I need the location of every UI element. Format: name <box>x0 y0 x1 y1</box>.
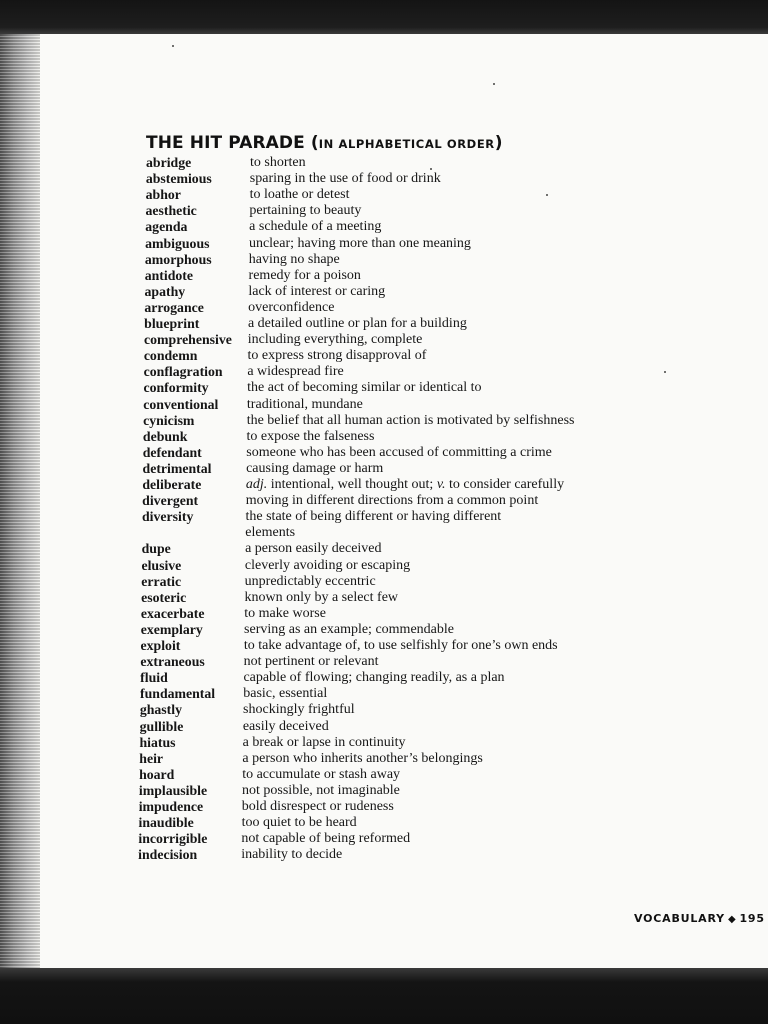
scan-top-edge <box>0 0 768 34</box>
vocab-word: abstemious <box>145 171 212 187</box>
vocab-word: agenda <box>145 219 188 235</box>
vocab-word: condemn <box>143 348 198 364</box>
vocab-word: abhor <box>145 187 181 203</box>
scan-bottom-edge <box>0 968 768 1024</box>
vocab-definition: pertaining to beauty <box>249 203 362 219</box>
vocab-definition: to accumulate or stash away <box>242 766 401 782</box>
footer-page-number: 195 <box>739 912 765 925</box>
vocab-definition: inability to decide <box>241 847 343 863</box>
vocab-definition: capable of flowing; changing readily, as a plan <box>243 670 505 686</box>
vocab-word: conflagration <box>143 364 223 380</box>
page-heading <box>146 133 503 153</box>
vocab-word: abridge <box>146 155 192 170</box>
definition-text: to consider carefully <box>449 477 565 492</box>
vocab-definition: to loathe or detest <box>249 187 350 203</box>
heading-close: ) <box>494 133 503 153</box>
vocab-word: impudence <box>138 799 204 814</box>
vocab-word: ambiguous <box>145 235 210 251</box>
vocab-word: hoard <box>139 766 175 782</box>
page-speck <box>430 168 432 170</box>
vocab-definition: having no shape <box>248 251 340 267</box>
vocab-word: gullible <box>139 718 184 734</box>
vocab-definition: remedy for a poison <box>248 267 361 283</box>
vocab-definition: not possible, not imaginable <box>242 782 400 798</box>
vocab-word: indecision <box>138 847 198 863</box>
vocab-definition: to expose the falseness <box>246 428 375 444</box>
vocab-word: elusive <box>141 557 182 573</box>
page-speck <box>546 194 548 196</box>
vocab-word: antidote <box>144 267 194 283</box>
vocab-word: apathy <box>144 283 186 299</box>
vocab-definition: unpredictably eccentric <box>244 573 376 589</box>
vocab-word: fluid <box>140 670 168 686</box>
page-speck <box>664 371 666 373</box>
vocab-definition: a break or lapse in continuity <box>242 734 406 750</box>
vocab-word: divergent <box>142 493 199 509</box>
vocab-definition: bold disrespect or rudeness <box>241 799 394 814</box>
heading-title: THE HIT PARADE ( <box>146 133 319 153</box>
vocab-word: exacerbate <box>140 605 205 621</box>
vocab-definition: easily deceived <box>242 718 329 734</box>
vocab-definition: a widespread fire <box>247 364 344 380</box>
vocab-word: defendant <box>142 444 202 460</box>
vocab-definition: to make worse <box>244 605 326 621</box>
vocab-word: blueprint <box>144 316 200 331</box>
vocab-definition: a person who inherits another’s belongings <box>242 750 483 766</box>
vocab-definition: including everything, complete <box>247 332 423 348</box>
vocab-definition: someone who has been accused of committing a crime <box>246 444 552 460</box>
vocab-definition: to shorten <box>250 155 306 170</box>
page-footer <box>634 912 765 925</box>
part-of-speech: adj. <box>245 477 268 492</box>
vocab-word: diversity <box>142 509 194 525</box>
vocab-word: ghastly <box>139 702 182 718</box>
vocab-word: fundamental <box>140 686 216 702</box>
page-speck <box>493 83 495 85</box>
vocab-definition-continuation: elements <box>245 525 296 541</box>
vocab-definition: moving in different directions from a common point <box>245 493 539 509</box>
vocab-definition: serving as an example; commendable <box>244 621 454 637</box>
vocab-word: hiatus <box>139 734 176 750</box>
definition-text: intentional, well thought out; <box>270 477 434 492</box>
vocab-definition: traditional, mundane <box>246 396 363 412</box>
vocab-definition: to take advantage of, to use selfishly for one’s own ends <box>243 638 558 653</box>
heading-subtitle: IN ALPHABETICAL ORDER <box>318 137 495 151</box>
vocab-word: exemplary <box>140 621 203 637</box>
vocab-word: incorrigible <box>138 831 208 847</box>
vocab-definition: unclear; having more than one meaning <box>248 235 471 251</box>
vocab-definition: the act of becoming similar or identical to <box>247 380 482 396</box>
vocab-definition <box>246 477 564 493</box>
vocab-word: arrogance <box>144 299 204 315</box>
vocab-definition: lack of interest or caring <box>248 283 386 299</box>
vocab-definition: causing damage or harm <box>246 460 384 476</box>
vocab-word: amorphous <box>144 251 212 267</box>
vocab-word: erratic <box>141 573 182 589</box>
scan-left-edge <box>0 0 40 1024</box>
vocab-definition: a person easily deceived <box>245 541 382 557</box>
part-of-speech: v. <box>436 477 446 492</box>
page-speck <box>172 45 174 47</box>
vocab-definition: sparing in the use of food or drink <box>249 171 441 187</box>
vocab-definition: not capable of being reformed <box>241 831 411 847</box>
vocab-word: comprehensive <box>144 332 232 348</box>
vocab-word: detrimental <box>142 460 212 476</box>
vocab-definition: too quiet to be heard <box>241 815 357 831</box>
vocab-word: esoteric <box>141 589 187 605</box>
vocab-word: conventional <box>143 396 219 412</box>
vocab-definition: to express strong disapproval of <box>247 348 427 364</box>
vocab-definition: known only by a select few <box>244 589 399 605</box>
vocab-definition: cleverly avoiding or escaping <box>244 557 411 573</box>
vocab-word: heir <box>139 750 164 766</box>
vocab-word: aesthetic <box>145 203 197 219</box>
vocab-word: exploit <box>140 638 181 653</box>
vocab-definition: the belief that all human action is motivated by selfishness <box>246 412 575 428</box>
vocab-word: inaudible <box>138 815 194 831</box>
vocab-word: extraneous <box>140 654 205 670</box>
vocab-definition: the state of being different or having different <box>245 509 502 525</box>
vocab-word: dupe <box>141 541 171 557</box>
vocab-definition: shockingly frightful <box>243 702 355 718</box>
vocab-definition: a schedule of a meeting <box>249 219 382 235</box>
vocab-word: cynicism <box>143 412 195 428</box>
vocab-word: conformity <box>143 380 209 396</box>
footer-diamond-icon: ◆ <box>727 914 737 925</box>
footer-section: VOCABULARY <box>634 912 725 925</box>
vocab-definition: basic, essential <box>243 686 328 702</box>
vocab-definition: a detailed outline or plan for a building <box>247 316 467 331</box>
vocab-word: implausible <box>138 782 208 798</box>
vocab-definition: not pertinent or relevant <box>243 654 379 670</box>
vocab-word: deliberate <box>142 477 202 492</box>
vocab-word: debunk <box>142 428 188 444</box>
vocab-definition: overconfidence <box>248 299 335 315</box>
